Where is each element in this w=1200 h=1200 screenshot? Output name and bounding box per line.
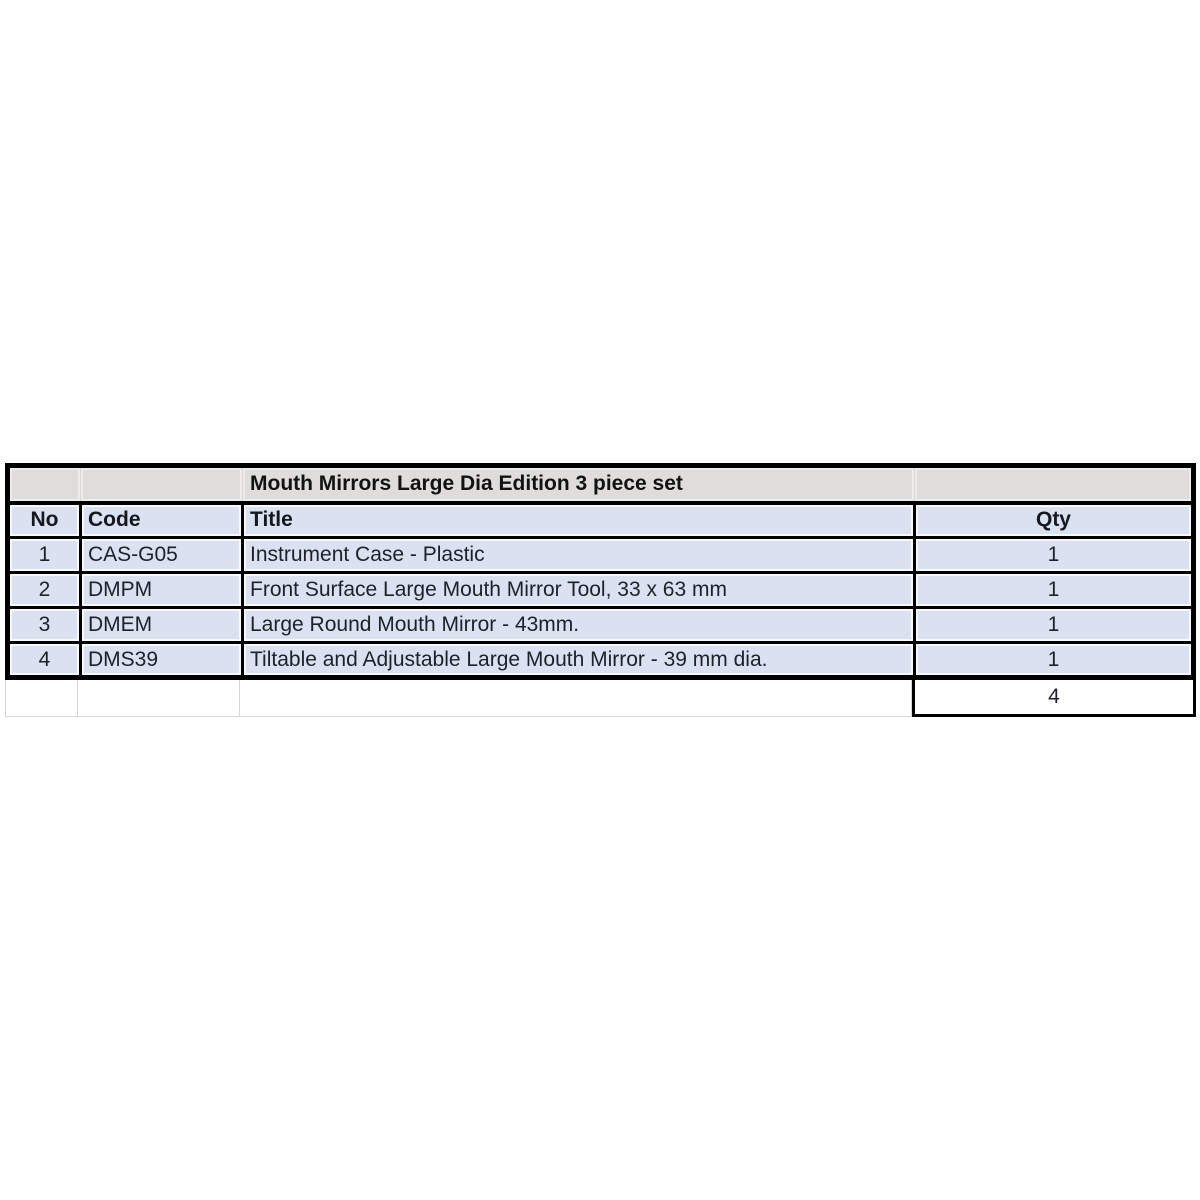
- title-cell: Instrument Case - Plastic: [243, 538, 915, 573]
- col-header-title: Title: [243, 503, 915, 538]
- title-row-spacer-code: [81, 466, 243, 503]
- product-table-grid: [5, 463, 1196, 680]
- title-cell: Large Round Mouth Mirror - 43mm.: [243, 608, 915, 643]
- qty-cell: 1: [915, 608, 1194, 643]
- table-row: [8, 538, 1194, 573]
- empty-cell-title: [240, 680, 912, 717]
- total-qty-cell: 4: [912, 680, 1196, 717]
- empty-cell-code: [78, 680, 240, 717]
- title-cell: Front Surface Large Mouth Mirror Tool, 33 x 63 mm: [243, 573, 915, 608]
- table-header-row: [8, 503, 1194, 538]
- row-number-cell: 3: [8, 608, 81, 643]
- qty-cell: 1: [915, 538, 1194, 573]
- table-title-row: [8, 466, 1194, 503]
- empty-cell-no: [5, 680, 78, 717]
- qty-cell: 1: [915, 643, 1194, 678]
- code-cell: DMEM: [81, 608, 243, 643]
- code-cell: DMS39: [81, 643, 243, 678]
- qty-cell: 1: [915, 573, 1194, 608]
- col-header-no: No: [8, 503, 81, 538]
- row-number-cell: 1: [8, 538, 81, 573]
- title-cell: Tiltable and Adjustable Large Mouth Mirror - 39 mm dia.: [243, 643, 915, 678]
- code-cell: CAS-G05: [81, 538, 243, 573]
- title-row-spacer-qty: [915, 466, 1194, 503]
- row-number-cell: 4: [8, 643, 81, 678]
- table-title: Mouth Mirrors Large Dia Edition 3 piece set: [243, 466, 915, 503]
- code-cell: DMPM: [81, 573, 243, 608]
- col-header-qty: Qty: [915, 503, 1194, 538]
- total-row: [5, 680, 1196, 717]
- col-header-code: Code: [81, 503, 243, 538]
- table-row: [8, 643, 1194, 678]
- row-number-cell: 2: [8, 573, 81, 608]
- table-row: [8, 573, 1194, 608]
- product-table: [5, 463, 1196, 717]
- table-row: [8, 608, 1194, 643]
- title-row-spacer-no: [8, 466, 81, 503]
